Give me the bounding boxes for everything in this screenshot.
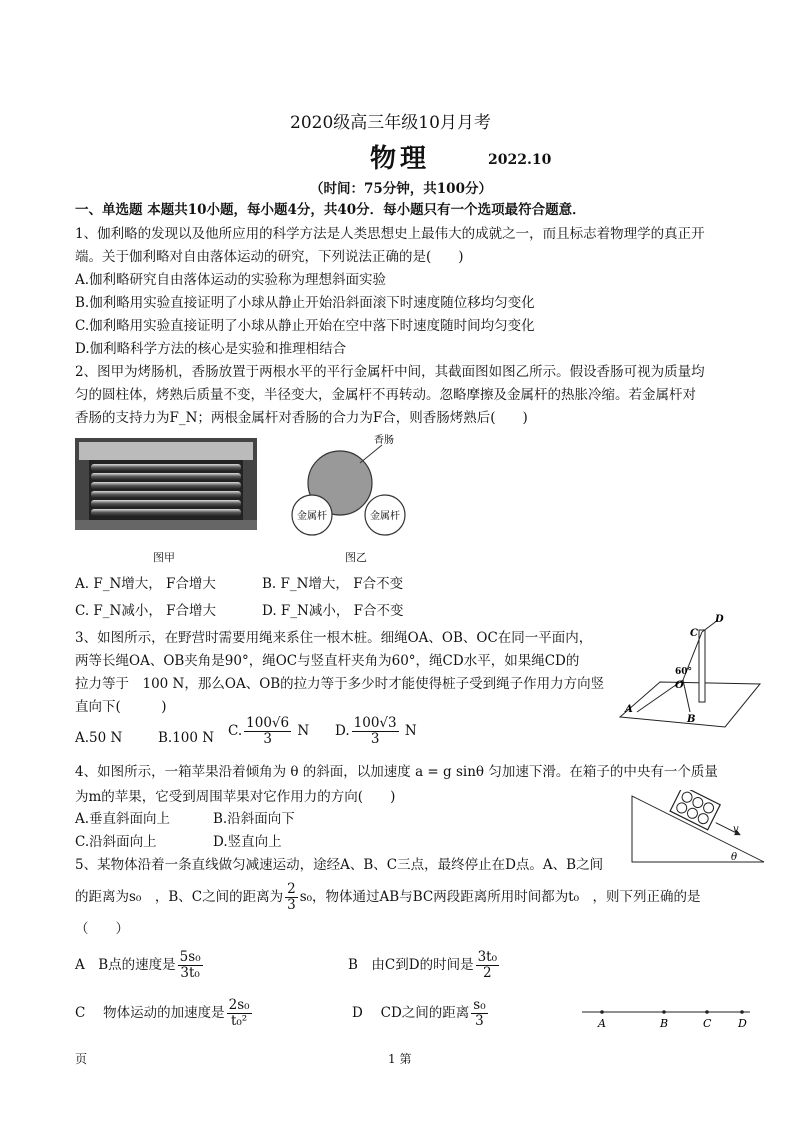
svg-text:C: C (690, 628, 698, 639)
q3-option-b: B.100 N (158, 730, 215, 746)
abcd-line-diagram (580, 1004, 755, 1032)
q5-option-d: D CD之间的距离 $\frac{\text{s₀}}{3}$ (352, 997, 486, 1029)
q3-option-a: A.50 N (75, 730, 123, 746)
q3-line1: 3、如图所示，在野营时需要用绳来系住一根木桩。细绳OA、OB、OC在同一平面内， (75, 630, 593, 646)
label-sausage: 香肠 (374, 435, 394, 446)
q1-option-a: A.伽利略研究自由落体运动的实验称为理想斜面实验 (75, 272, 387, 288)
svg-text:θ: θ (731, 852, 738, 863)
svg-text:v: v (733, 824, 739, 835)
q2-option-b: B. F_N增大， F合不变 (262, 576, 404, 592)
q4-option-b: B.沿斜面向下 (213, 811, 295, 827)
q5-line2: 的距离为s₀ ，B、C之间的距离为 $\frac{2}{3}$ s₀，物体通过AB与BC两段距离所用时间都为t₀ ，则下列正确的是 (75, 881, 701, 913)
stake-rope-diagram (615, 612, 765, 732)
sausage-cross-section-diagram (290, 433, 415, 538)
stake (699, 630, 705, 702)
point-b-label: B (660, 1017, 669, 1030)
sausage-grill-photo (75, 438, 257, 530)
exam-date: 2022.10 (488, 152, 552, 168)
time-info: （时间：75分钟，共100分） (310, 181, 492, 197)
point-c-label: C (703, 1017, 712, 1030)
q2-line3: 香肠的支持力为F_N；两根金属杆对香肠的合力为F合，则香肠烤熟后( ) (75, 410, 528, 426)
q4-line1: 4、如图所示，一箱苹果沿着倾角为 θ 的斜面，以加速度 a = g sinθ 匀加速下滑。在箱子的中央有一个质量 (75, 764, 718, 780)
q3-line4: 直向下( ) (75, 699, 167, 715)
q4-option-c: C.沿斜面向上 (75, 834, 157, 850)
page-number: 1 第 (388, 1052, 412, 1066)
q5-option-c: C 物体运动的加速度是 $\frac{\text{2s₀}}{\text{t₀²}}$ (75, 997, 250, 1029)
q2-option-d: D. F_N减小， F合不变 (262, 603, 404, 619)
q3-line2: 两等长绳OA、OB夹角是90°，绳OC与竖直杆夹角为60°，绳CD水平，如果绳CD的 (75, 653, 580, 669)
subject-title: 物理 (370, 144, 431, 174)
q3-option-c: C. $\frac{100√6}{3}$ N (228, 715, 310, 747)
exam-title: 2020级高三年级10月月考 (290, 113, 491, 133)
q3-option-d: D. $\frac{100√3}{3}$ N (335, 715, 417, 747)
q1-option-c: C.伽利略用实验直接证明了小球从静止开始在空中落下时速度随时间均匀变化 (75, 318, 535, 334)
svg-text:60°: 60° (675, 667, 693, 677)
q3-line3: 拉力等于 100 N，那么OA、OB的拉力等于多少时才能使得桩子受到绳子作用力方向竖 (75, 676, 605, 692)
q5-option-b: B 由C到D的时间是 $\frac{\text{3t₀}}{2}$ (348, 949, 498, 981)
q1-line1: 1、伽利略的发现以及他所应用的科学方法是人类思想史上最伟大的成就之一，而且标志着物理学的真正开 (75, 226, 705, 242)
svg-text:O: O (675, 680, 684, 691)
q2-option-c: C. F_N减小， F合增大 (75, 603, 217, 619)
q1-option-d: D.伽利略科学方法的核心是实验和推理相结合 (75, 341, 347, 357)
q1-option-b: B.伽利略用实验直接证明了小球从静止开始沿斜面滚下时速度随位移均匀变化 (75, 295, 535, 311)
label-rod-left: 金属杆 (297, 511, 327, 522)
q4-option-a: A.垂直斜面向上 (75, 811, 171, 827)
label-rod-right: 金属杆 (370, 511, 400, 522)
footer-left: 页 (75, 1052, 88, 1066)
fig-yi-caption: 图乙 (345, 551, 367, 564)
point-d-label: D (738, 1017, 747, 1030)
svg-text:D: D (715, 614, 724, 625)
q2-line1: 2、图甲为烤肠机，香肠放置于两根水平的平行金属杆中间，其截面图如图乙所示。假设香肠可视为质量均 (75, 364, 705, 380)
svg-text:A: A (625, 704, 633, 715)
fig-jia-caption: 图甲 (153, 551, 175, 564)
svg-text:B: B (687, 714, 696, 725)
q1-line2: 端。关于伽利略对自由落体运动的研究，下列说法正确的是( ) (75, 249, 464, 265)
q2-line2: 匀的圆柱体，烤熟后质量不变，半径变大，金属杆不再转动。忽略摩擦及金属杆的热胀冷缩。若金属杆对 (75, 387, 696, 403)
q2-option-a: A. F_N增大， F合增大 (75, 576, 216, 592)
q5-line3: （ ） (75, 921, 129, 937)
q4-line2: 为m的苹果，它受到周围苹果对它作用力的方向( ) (75, 789, 396, 805)
point-a-label: A (598, 1017, 606, 1030)
q4-option-d: D.竖直向上 (213, 834, 282, 850)
incline-apple-box-diagram (628, 790, 768, 866)
q5-line1: 5、某物体沿着一条直线做匀减速运动，途经A、B、C三点，最终停止在D点。A、B之间 (75, 857, 604, 873)
section1-heading: 一、单选题 本题共10小题，每小题4分，共40分．每小题只有一个选项最符合题意． (75, 202, 586, 218)
q5-option-a: A B点的速度是 $\frac{\text{5s₀}}{\text{3t₀}}$ (75, 949, 201, 981)
